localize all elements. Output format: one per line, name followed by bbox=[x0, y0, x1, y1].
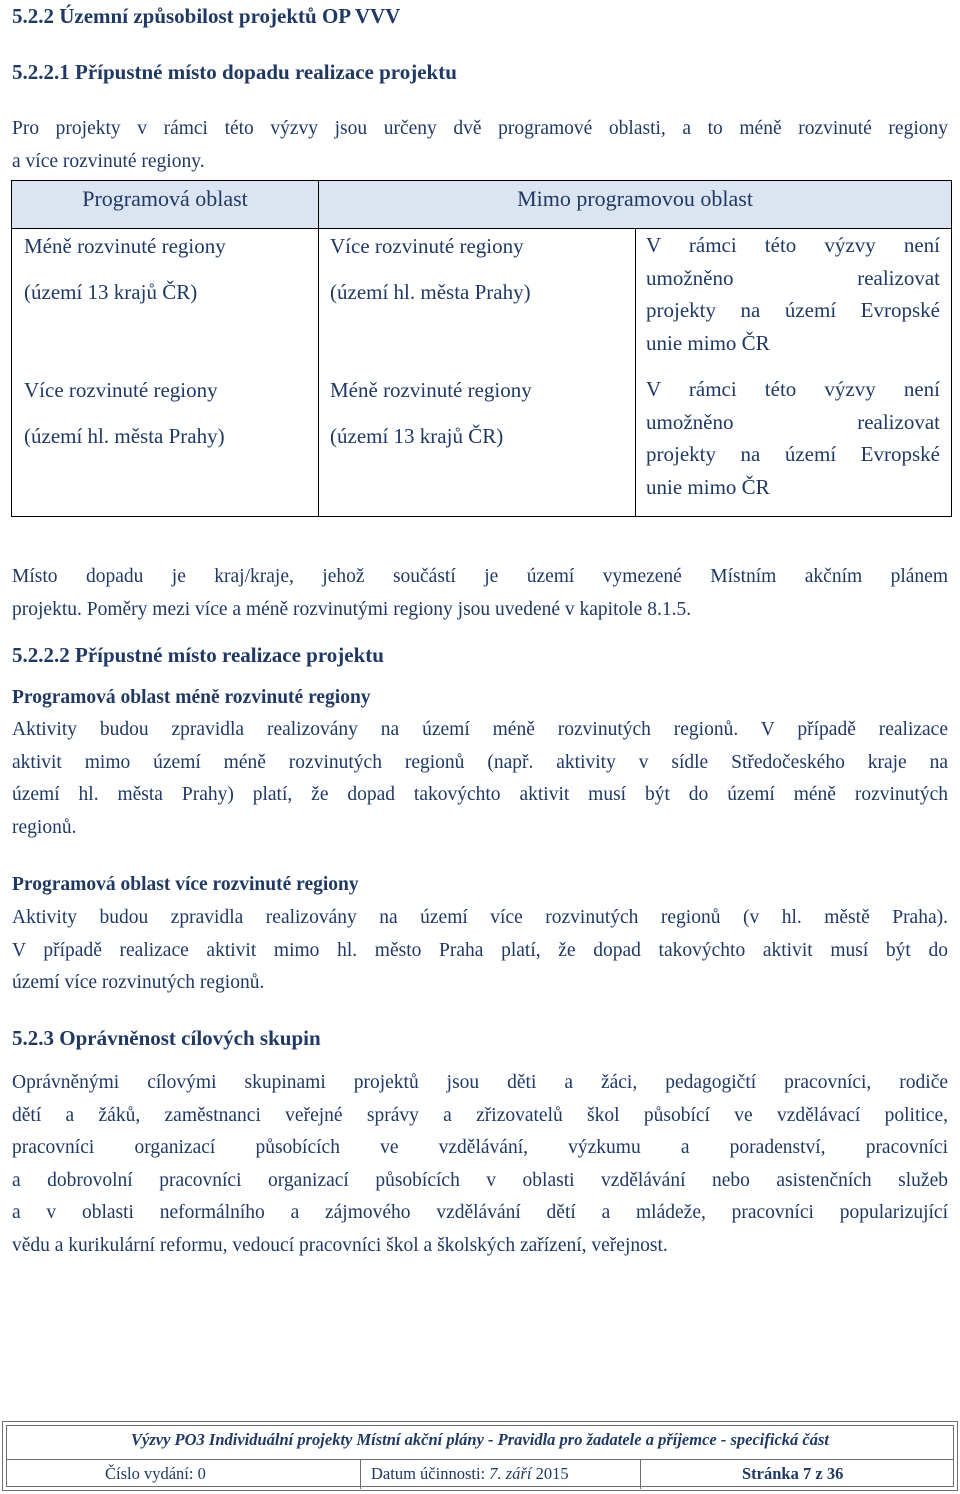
page-sep: z bbox=[815, 1464, 823, 1483]
cell-line: projekty na území Evropské bbox=[646, 442, 940, 466]
page-total: 36 bbox=[826, 1464, 844, 1483]
paragraph-line: aktivit mimo území méně rozvinutých regionů (např. aktivity v sídle Středočeského kraje na bbox=[12, 751, 948, 773]
cell-line: Méně rozvinuté regiony bbox=[24, 234, 226, 258]
intro-paragraph bbox=[12, 113, 948, 178]
impact-line-2: projektu. Poměry mezi více a méně rozvinutými regiony jsou uvedené v kapitole 8.1.5. bbox=[12, 598, 692, 620]
cell-line: unie mimo ČR bbox=[646, 474, 770, 499]
page-footer bbox=[2, 1421, 958, 1491]
paragraph-line: V případě realizace aktivit mimo hl. město Praha platí, že dopad takovýchto aktivit musí být do bbox=[12, 939, 948, 961]
footer-page-number bbox=[742, 1460, 843, 1489]
table-row-2-col-3 bbox=[635, 373, 951, 503]
cell-line: (území hl. města Prahy) bbox=[24, 424, 225, 448]
page-current: 7 bbox=[802, 1464, 812, 1483]
paragraph-line: území hl. města Prahy) platí, že dopad takovýchto aktivit musí být do území méně rozvinutých bbox=[12, 784, 948, 805]
footer-issue bbox=[105, 1460, 206, 1489]
table-row-1-col-3 bbox=[635, 229, 951, 359]
section-heading-5-2-2: 5.2.2 Územní způsobilost projektů OP VVV bbox=[12, 4, 401, 28]
paragraph-line: regionů. bbox=[12, 816, 77, 838]
region-table bbox=[11, 180, 952, 517]
section-heading-5-2-3: 5.2.3 Oprávněnost cílových skupin bbox=[12, 1026, 321, 1050]
section-heading-5-2-2-1: 5.2.2.1 Přípustné místo dopadu realizace projektu bbox=[12, 60, 457, 84]
table-header-programova: Programová oblast bbox=[12, 181, 319, 229]
table-header-mimo: Mimo programovou oblast bbox=[319, 181, 951, 229]
cell-line: (území 13 krajů ČR) bbox=[24, 280, 198, 304]
footer-title: Výzvy PO3 Individuální projekty Místní akční plány - Pravidla pro žadatele a příjemce - specifická část bbox=[131, 1430, 829, 1449]
date-day: 7. bbox=[489, 1464, 502, 1483]
cell-line: Více rozvinuté regiony bbox=[330, 234, 524, 258]
cell-line: (území 13 krajů ČR) bbox=[330, 424, 504, 448]
table-row-2-col-2 bbox=[318, 367, 635, 459]
table-row-1-col-1 bbox=[12, 223, 318, 315]
paragraph-line: a dobrovolní pracovníci organizací působících v oblasti vzdělávání nebo asistenčních služeb bbox=[12, 1169, 948, 1191]
paragraph-line: Oprávněnými cílovými skupinami projektů jsou děti a žáci, pedagogičtí pracovníci, rodiče bbox=[12, 1072, 948, 1093]
issue-label: Číslo vydání: bbox=[105, 1464, 194, 1483]
cell-line: (území hl. města Prahy) bbox=[330, 280, 531, 304]
paragraph-line: území více rozvinutých regionů. bbox=[12, 972, 265, 993]
footer-separator bbox=[640, 1460, 641, 1489]
target-groups-paragraph bbox=[12, 1067, 948, 1262]
less-developed-paragraph bbox=[12, 714, 948, 844]
paragraph-line: dětí a žáků, zaměstnanci veřejné správy a zřizovatelů škol působící ve vzdělávací politice, bbox=[12, 1104, 948, 1126]
footer-frame bbox=[6, 1425, 954, 1487]
cell-line: V rámci této výzvy není bbox=[646, 377, 940, 401]
date-month: září bbox=[505, 1464, 532, 1483]
page-label: Stránka bbox=[742, 1464, 799, 1483]
cell-line: Více rozvinuté regiony bbox=[24, 378, 218, 402]
cell-line: umožněno realizovat bbox=[646, 409, 940, 434]
paragraph-line: Aktivity budou zpravidla realizovány na území méně rozvinutých regionů. V případě realizace bbox=[12, 719, 948, 740]
paragraph-line: pracovníci organizací působících ve vzdělávání, výzkumu a poradenství, pracovníci bbox=[12, 1137, 948, 1158]
intro-line-2: a více rozvinuté regiony. bbox=[12, 150, 205, 172]
date-label: Datum účinnosti: bbox=[371, 1464, 486, 1483]
intro-line-1: Pro projekty v rámci této výzvy jsou určeny dvě programové oblasti, a to méně rozvinuté regiony bbox=[12, 118, 948, 139]
footer-info-row bbox=[7, 1459, 953, 1489]
cell-line: V rámci této výzvy není bbox=[646, 233, 940, 257]
subheading-more-developed: Programová oblast více rozvinuté regiony bbox=[12, 874, 359, 895]
cell-line: unie mimo ČR bbox=[646, 330, 770, 355]
paragraph-line: a v oblasti neformálního a zájmového vzdělávání dětí a mládeže, pracovníci popularizující bbox=[12, 1202, 948, 1223]
more-developed-paragraph bbox=[12, 902, 948, 1000]
cell-line: Méně rozvinuté regiony bbox=[330, 378, 532, 402]
subheading-less-developed: Programová oblast méně rozvinuté regiony bbox=[12, 687, 371, 708]
footer-date bbox=[371, 1460, 569, 1489]
table-row-1-col-2 bbox=[318, 223, 635, 315]
table-row-2-col-1 bbox=[12, 367, 318, 459]
cell-line: projekty na území Evropské bbox=[646, 298, 940, 322]
issue-value: 0 bbox=[197, 1464, 206, 1483]
paragraph-line: Aktivity budou zpravidla realizovány na území více rozvinutých regionů (v hl. městě Praha). bbox=[12, 907, 948, 928]
impact-line-1: Místo dopadu je kraj/kraje, jehož součástí je území vymezené Místním akčním plánem bbox=[12, 566, 948, 587]
paragraph-line: vědu a kurikulární reformu, vedoucí pracovníci škol a školských zařízení, veřejnost. bbox=[12, 1234, 668, 1256]
impact-paragraph bbox=[12, 561, 948, 626]
date-year: 2015 bbox=[535, 1464, 569, 1483]
footer-separator bbox=[360, 1460, 361, 1489]
cell-line: umožněno realizovat bbox=[646, 265, 940, 290]
section-heading-5-2-2-2: 5.2.2.2 Přípustné místo realizace projektu bbox=[12, 643, 384, 667]
